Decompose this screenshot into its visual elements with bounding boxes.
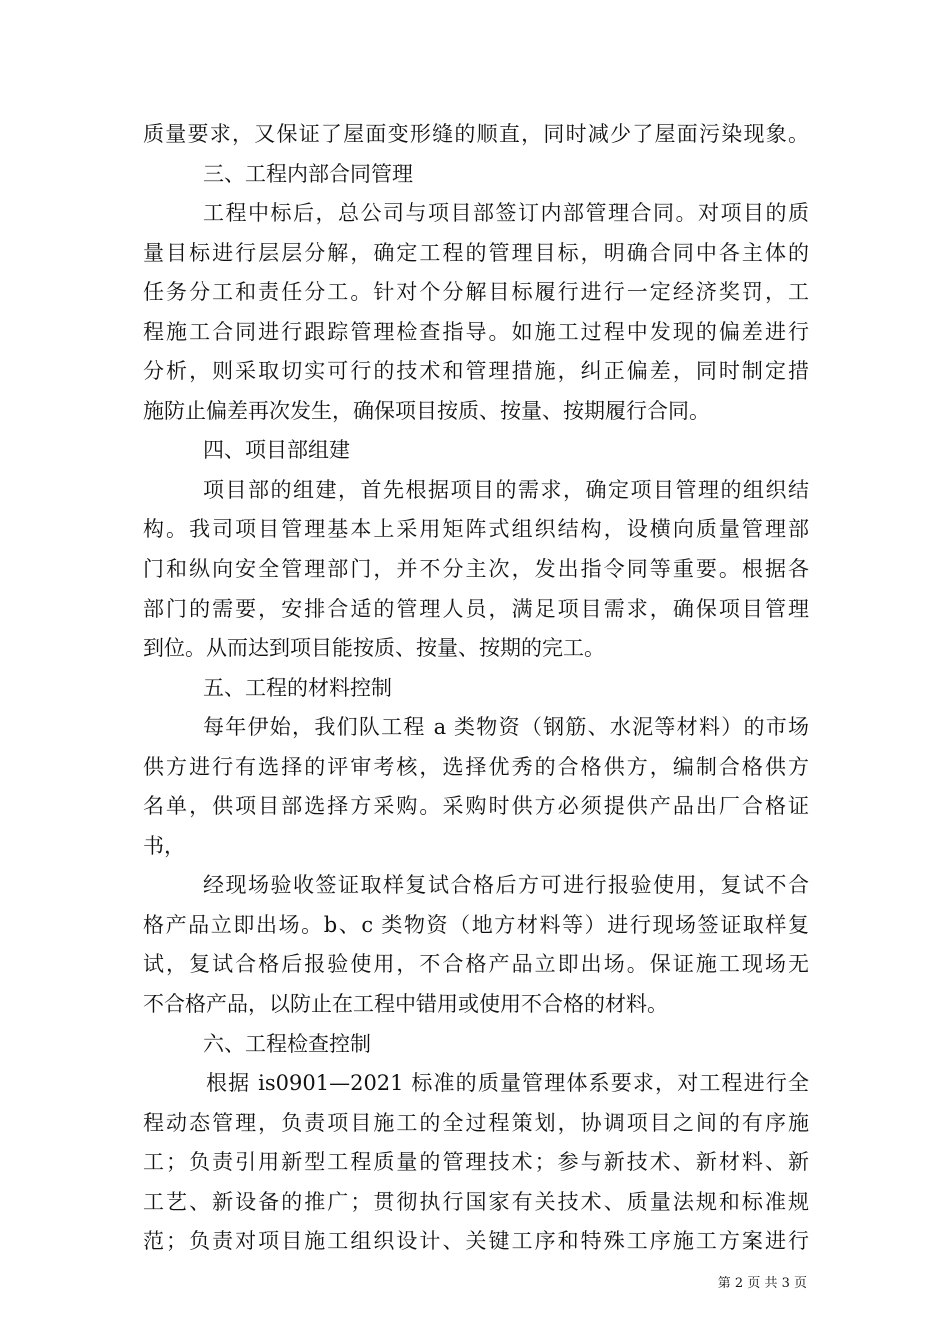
- text-line: 名单，供项目部选择方采购。采购时供方必须提供产品出厂合格证: [143, 794, 809, 819]
- text-line: 试，复试合格后报验使用，不合格产品立即出场。保证施工现场无: [143, 952, 809, 977]
- page-number-footer: 第 2 页 共 3 页: [717, 1276, 807, 1291]
- text-line: 工艺、新设备的推广；贯彻执行国家有关技术、质量法规和标准规: [143, 1189, 809, 1214]
- text-line: 工；负责引用新型工程质量的管理技术；参与新技术、新材料、新: [143, 1150, 809, 1175]
- section-heading: 六、工程检查控制: [203, 1031, 371, 1056]
- section-heading: 三、工程内部合同管理: [203, 161, 413, 186]
- text-line: 范；负责对项目施工组织设计、关键工序和特殊工序施工方案进行: [143, 1229, 809, 1254]
- text-line: 任务分工和责任分工。针对个分解目标履行进行一定经济奖罚，工: [143, 280, 809, 305]
- text-line: 质量要求，又保证了屋面变形缝的顺直，同时减少了屋面污染现象。: [143, 122, 809, 146]
- text-line: 经现场验收签证取样复试合格后方可进行报验使用，复试不合: [203, 873, 809, 898]
- section-heading: 四、项目部组建: [203, 438, 350, 463]
- text-line: 部门的需要，安排合适的管理人员，满足项目需求，确保项目管理: [143, 596, 809, 621]
- text-line: 根据 is0901—2021 标准的质量管理体系要求，对工程进行全: [206, 1071, 809, 1096]
- text-line: 供方进行有选择的评审考核，选择优秀的合格供方，编制合格供方: [143, 754, 809, 779]
- text-line: 施防止偏差再次发生，确保项目按质、按量、按期履行合同。: [143, 398, 710, 423]
- text-line: 每年伊始，我们队工程 a 类物资（钢筋、水泥等材料）的市场: [203, 715, 809, 740]
- text-line: 程施工合同进行跟踪管理检查指导。如施工过程中发现的偏差进行: [143, 319, 809, 344]
- text-line: 书，: [143, 833, 185, 858]
- text-line: 构。我司项目管理基本上采用矩阵式组织结构，设横向质量管理部: [143, 517, 809, 542]
- text-line: 到位。从而达到项目能按质、按量、按期的完工。: [143, 636, 605, 661]
- text-line: 格产品立即出场。b、c 类物资（地方材料等）进行现场签证取样复: [143, 912, 809, 937]
- section-heading: 五、工程的材料控制: [203, 675, 392, 700]
- text-line: 不合格产品，以防止在工程中错用或使用不合格的材料。: [143, 992, 668, 1017]
- text-line: 分析，则采取切实可行的技术和管理措施，纠正偏差，同时制定措: [143, 359, 809, 384]
- text-line: 量目标进行层层分解，确定工程的管理目标，明确合同中各主体的: [143, 240, 809, 265]
- document-body: [143, 115, 809, 1262]
- text-line: 程动态管理，负责项目施工的全过程策划，协调项目之间的有序施: [143, 1110, 809, 1135]
- text-line: 工程中标后，总公司与项目部签订内部管理合同。对项目的质: [203, 201, 809, 226]
- text-line: 项目部的组建，首先根据项目的需求，确定项目管理的组织结: [203, 477, 809, 502]
- text-line: 门和纵向安全管理部门，并不分主次，发出指令同等重要。根据各: [143, 557, 809, 582]
